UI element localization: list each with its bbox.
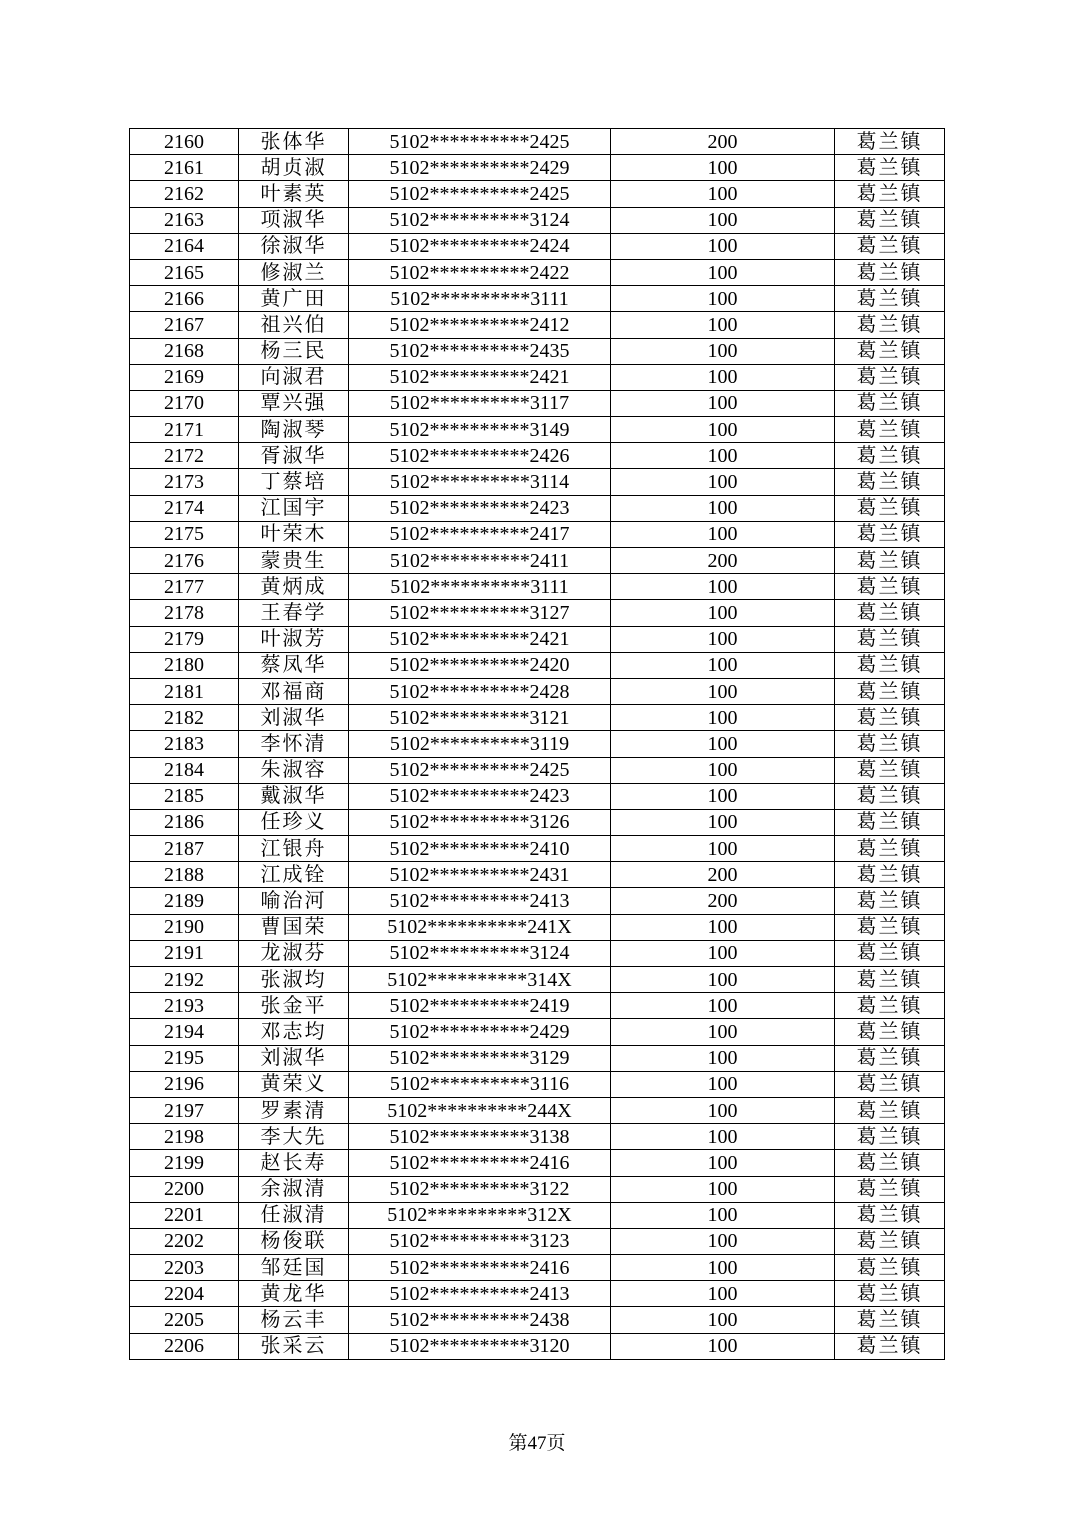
town-cell: 葛兰镇 [835,1281,945,1307]
name-cell: 李大先 [239,1124,349,1150]
name-cell: 蒙贵生 [239,548,349,574]
id-number-cell: 5102**********3114 [349,469,611,495]
amount-cell: 100 [611,600,835,626]
name-cell: 向淑君 [239,364,349,390]
town-cell: 葛兰镇 [835,521,945,547]
table-row [130,678,945,704]
name-cell: 胡贞淑 [239,155,349,181]
name-cell: 罗素清 [239,1097,349,1123]
id-number-cell: 5102**********3124 [349,940,611,966]
row-number-cell: 2193 [130,993,239,1019]
name-cell: 江成铨 [239,862,349,888]
amount-cell: 200 [611,888,835,914]
row-number-cell: 2176 [130,548,239,574]
amount-cell: 100 [611,338,835,364]
amount-cell: 100 [611,993,835,1019]
amount-cell: 100 [611,521,835,547]
id-number-cell: 5102**********2421 [349,626,611,652]
town-cell: 葛兰镇 [835,233,945,259]
town-cell: 葛兰镇 [835,390,945,416]
id-number-cell: 5102**********2413 [349,1281,611,1307]
name-cell: 黄龙华 [239,1281,349,1307]
amount-cell: 100 [611,1045,835,1071]
name-cell: 余淑清 [239,1176,349,1202]
row-number-cell: 2181 [130,678,239,704]
table-row [130,1281,945,1307]
name-cell: 杨三民 [239,338,349,364]
town-cell: 葛兰镇 [835,862,945,888]
name-cell: 修淑兰 [239,259,349,285]
id-number-cell: 5102**********3120 [349,1333,611,1359]
town-cell: 葛兰镇 [835,155,945,181]
town-cell: 葛兰镇 [835,1202,945,1228]
table-row [130,443,945,469]
name-cell: 张淑均 [239,967,349,993]
amount-cell: 100 [611,1071,835,1097]
name-cell: 张金平 [239,993,349,1019]
row-number-cell: 2183 [130,731,239,757]
id-number-cell: 5102**********2425 [349,181,611,207]
name-cell: 刘淑华 [239,1045,349,1071]
town-cell: 葛兰镇 [835,443,945,469]
id-number-cell: 5102**********2412 [349,312,611,338]
page-number: 第47页 [508,1433,566,1454]
town-cell: 葛兰镇 [835,574,945,600]
row-number-cell: 2190 [130,914,239,940]
amount-cell: 100 [611,1150,835,1176]
row-number-cell: 2192 [130,967,239,993]
name-cell: 叶荣木 [239,521,349,547]
table-row [130,1124,945,1150]
amount-cell: 100 [611,390,835,416]
town-cell: 葛兰镇 [835,705,945,731]
id-number-cell: 5102**********2417 [349,521,611,547]
row-number-cell: 2178 [130,600,239,626]
id-number-cell: 5102**********2425 [349,757,611,783]
id-number-cell: 5102**********2421 [349,364,611,390]
table-row [130,940,945,966]
name-cell: 杨云丰 [239,1307,349,1333]
amount-cell: 200 [611,129,835,155]
amount-cell: 100 [611,809,835,835]
town-cell: 葛兰镇 [835,1333,945,1359]
name-cell: 张采云 [239,1333,349,1359]
table-row [130,809,945,835]
table-row [130,207,945,233]
name-cell: 黄广田 [239,286,349,312]
row-number-cell: 2197 [130,1097,239,1123]
row-number-cell: 2187 [130,836,239,862]
table-row [130,390,945,416]
town-cell: 葛兰镇 [835,181,945,207]
id-number-cell: 5102**********3122 [349,1176,611,1202]
row-number-cell: 2163 [130,207,239,233]
row-number-cell: 2161 [130,155,239,181]
town-cell: 葛兰镇 [835,993,945,1019]
town-cell: 葛兰镇 [835,888,945,914]
town-cell: 葛兰镇 [835,757,945,783]
table-row [130,155,945,181]
id-number-cell: 5102**********2413 [349,888,611,914]
row-number-cell: 2167 [130,312,239,338]
name-cell: 龙淑芬 [239,940,349,966]
amount-cell: 200 [611,548,835,574]
id-number-cell: 5102**********3121 [349,705,611,731]
table-row [130,1019,945,1045]
id-number-cell: 5102**********2435 [349,338,611,364]
amount-cell: 100 [611,1019,835,1045]
town-cell: 葛兰镇 [835,1071,945,1097]
amount-cell: 100 [611,1307,835,1333]
amount-cell: 100 [611,233,835,259]
town-cell: 葛兰镇 [835,1228,945,1254]
town-cell: 葛兰镇 [835,495,945,521]
id-number-cell: 5102**********2419 [349,993,611,1019]
table-row [130,652,945,678]
town-cell: 葛兰镇 [835,600,945,626]
amount-cell: 100 [611,783,835,809]
amount-cell: 100 [611,652,835,678]
name-cell: 陶淑琴 [239,417,349,443]
id-number-cell: 5102**********2429 [349,155,611,181]
name-cell: 祖兴伯 [239,312,349,338]
amount-cell: 100 [611,914,835,940]
id-number-cell: 5102**********2425 [349,129,611,155]
row-number-cell: 2206 [130,1333,239,1359]
name-cell: 胥淑华 [239,443,349,469]
amount-cell: 100 [611,836,835,862]
name-cell: 徐淑华 [239,233,349,259]
name-cell: 刘淑华 [239,705,349,731]
town-cell: 葛兰镇 [835,836,945,862]
table-row [130,888,945,914]
table-row [130,1202,945,1228]
table-row [130,129,945,155]
town-cell: 葛兰镇 [835,967,945,993]
id-number-cell: 5102**********3116 [349,1071,611,1097]
town-cell: 葛兰镇 [835,364,945,390]
name-cell: 邓志均 [239,1019,349,1045]
amount-cell: 100 [611,626,835,652]
row-number-cell: 2168 [130,338,239,364]
id-number-cell: 5102**********2423 [349,783,611,809]
row-number-cell: 2189 [130,888,239,914]
town-cell: 葛兰镇 [835,1150,945,1176]
id-number-cell: 5102**********3117 [349,390,611,416]
table-row [130,600,945,626]
town-cell: 葛兰镇 [835,338,945,364]
row-number-cell: 2196 [130,1071,239,1097]
name-cell: 戴淑华 [239,783,349,809]
row-number-cell: 2162 [130,181,239,207]
id-number-cell: 5102**********3119 [349,731,611,757]
town-cell: 葛兰镇 [835,626,945,652]
row-number-cell: 2165 [130,259,239,285]
row-number-cell: 2200 [130,1176,239,1202]
name-cell: 黄荣义 [239,1071,349,1097]
table-row [130,1255,945,1281]
town-cell: 葛兰镇 [835,312,945,338]
town-cell: 葛兰镇 [835,1045,945,1071]
amount-cell: 100 [611,1124,835,1150]
id-number-cell: 5102**********3123 [349,1228,611,1254]
town-cell: 葛兰镇 [835,129,945,155]
table-row [130,521,945,547]
amount-cell: 100 [611,705,835,731]
town-cell: 葛兰镇 [835,731,945,757]
amount-cell: 100 [611,312,835,338]
table-row [130,259,945,285]
amount-cell: 100 [611,574,835,600]
table-row [130,757,945,783]
name-cell: 赵长寿 [239,1150,349,1176]
table-row [130,364,945,390]
id-number-cell: 5102**********2416 [349,1150,611,1176]
table-row [130,312,945,338]
name-cell: 喻治河 [239,888,349,914]
id-number-cell: 5102**********2422 [349,259,611,285]
row-number-cell: 2205 [130,1307,239,1333]
row-number-cell: 2174 [130,495,239,521]
row-number-cell: 2180 [130,652,239,678]
id-number-cell: 5102**********314X [349,967,611,993]
id-number-cell: 5102**********3129 [349,1045,611,1071]
row-number-cell: 2194 [130,1019,239,1045]
id-number-cell: 5102**********2429 [349,1019,611,1045]
table-row [130,548,945,574]
row-number-cell: 2166 [130,286,239,312]
row-number-cell: 2201 [130,1202,239,1228]
table-row [130,626,945,652]
amount-cell: 100 [611,495,835,521]
amount-cell: 100 [611,207,835,233]
name-cell: 杨俊联 [239,1228,349,1254]
town-cell: 葛兰镇 [835,678,945,704]
row-number-cell: 2185 [130,783,239,809]
id-number-cell: 5102**********2423 [349,495,611,521]
table-row [130,1071,945,1097]
town-cell: 葛兰镇 [835,286,945,312]
amount-cell: 100 [611,469,835,495]
id-number-cell: 5102**********3111 [349,574,611,600]
id-number-cell: 5102**********3127 [349,600,611,626]
table-row [130,993,945,1019]
name-cell: 邹廷国 [239,1255,349,1281]
name-cell: 丁蔡培 [239,469,349,495]
table-row [130,286,945,312]
id-number-cell: 5102**********2420 [349,652,611,678]
row-number-cell: 2188 [130,862,239,888]
name-cell: 项淑华 [239,207,349,233]
id-number-cell: 5102**********312X [349,1202,611,1228]
town-cell: 葛兰镇 [835,783,945,809]
row-number-cell: 2164 [130,233,239,259]
amount-cell: 100 [611,286,835,312]
amount-cell: 100 [611,1202,835,1228]
table-row [130,914,945,940]
name-cell: 覃兴强 [239,390,349,416]
table-row [130,1097,945,1123]
row-number-cell: 2171 [130,417,239,443]
row-number-cell: 2203 [130,1255,239,1281]
table-row [130,181,945,207]
name-cell: 叶素英 [239,181,349,207]
table-row [130,836,945,862]
town-cell: 葛兰镇 [835,417,945,443]
amount-cell: 100 [611,417,835,443]
town-cell: 葛兰镇 [835,548,945,574]
table-row [130,1150,945,1176]
roster-table [129,128,945,1360]
table-row [130,338,945,364]
table-row [130,1176,945,1202]
town-cell: 葛兰镇 [835,652,945,678]
row-number-cell: 2186 [130,809,239,835]
town-cell: 葛兰镇 [835,1019,945,1045]
amount-cell: 100 [611,731,835,757]
town-cell: 葛兰镇 [835,1176,945,1202]
row-number-cell: 2173 [130,469,239,495]
amount-cell: 100 [611,940,835,966]
name-cell: 张体华 [239,129,349,155]
table-row [130,574,945,600]
amount-cell: 100 [611,1281,835,1307]
id-number-cell: 5102**********244X [349,1097,611,1123]
town-cell: 葛兰镇 [835,1255,945,1281]
amount-cell: 100 [611,1176,835,1202]
id-number-cell: 5102**********241X [349,914,611,940]
name-cell: 江国宇 [239,495,349,521]
name-cell: 任珍义 [239,809,349,835]
table-row [130,417,945,443]
name-cell: 曹国荣 [239,914,349,940]
amount-cell: 100 [611,259,835,285]
amount-cell: 100 [611,364,835,390]
name-cell: 蔡凤华 [239,652,349,678]
id-number-cell: 5102**********2428 [349,678,611,704]
row-number-cell: 2199 [130,1150,239,1176]
name-cell: 王春学 [239,600,349,626]
town-cell: 葛兰镇 [835,809,945,835]
row-number-cell: 2198 [130,1124,239,1150]
name-cell: 任淑清 [239,1202,349,1228]
row-number-cell: 2179 [130,626,239,652]
amount-cell: 100 [611,967,835,993]
name-cell: 邓福商 [239,678,349,704]
row-number-cell: 2204 [130,1281,239,1307]
id-number-cell: 5102**********2411 [349,548,611,574]
table-row [130,233,945,259]
amount-cell: 100 [611,1228,835,1254]
table-row [130,1307,945,1333]
row-number-cell: 2175 [130,521,239,547]
table-row [130,469,945,495]
table-row [130,1045,945,1071]
row-number-cell: 2172 [130,443,239,469]
row-number-cell: 2195 [130,1045,239,1071]
name-cell: 叶淑芳 [239,626,349,652]
id-number-cell: 5102**********2416 [349,1255,611,1281]
id-number-cell: 5102**********2424 [349,233,611,259]
town-cell: 葛兰镇 [835,1307,945,1333]
amount-cell: 100 [611,1097,835,1123]
table-row [130,967,945,993]
id-number-cell: 5102**********2431 [349,862,611,888]
row-number-cell: 2170 [130,390,239,416]
amount-cell: 100 [611,1255,835,1281]
id-number-cell: 5102**********3149 [349,417,611,443]
table-row [130,1228,945,1254]
town-cell: 葛兰镇 [835,207,945,233]
row-number-cell: 2182 [130,705,239,731]
row-number-cell: 2169 [130,364,239,390]
id-number-cell: 5102**********2438 [349,1307,611,1333]
name-cell: 李怀清 [239,731,349,757]
row-number-cell: 2202 [130,1228,239,1254]
town-cell: 葛兰镇 [835,940,945,966]
table-row [130,731,945,757]
town-cell: 葛兰镇 [835,1124,945,1150]
amount-cell: 100 [611,678,835,704]
row-number-cell: 2184 [130,757,239,783]
row-number-cell: 2177 [130,574,239,600]
id-number-cell: 5102**********2410 [349,836,611,862]
roster-table-body [130,129,945,1360]
table-row [130,705,945,731]
amount-cell: 200 [611,862,835,888]
id-number-cell: 5102**********3124 [349,207,611,233]
id-number-cell: 5102**********3138 [349,1124,611,1150]
name-cell: 黄炳成 [239,574,349,600]
id-number-cell: 5102**********3111 [349,286,611,312]
town-cell: 葛兰镇 [835,259,945,285]
table-row [130,1333,945,1359]
id-number-cell: 5102**********3126 [349,809,611,835]
town-cell: 葛兰镇 [835,1097,945,1123]
amount-cell: 100 [611,443,835,469]
id-number-cell: 5102**********2426 [349,443,611,469]
town-cell: 葛兰镇 [835,914,945,940]
town-cell: 葛兰镇 [835,469,945,495]
name-cell: 江银舟 [239,836,349,862]
table-row [130,862,945,888]
amount-cell: 100 [611,757,835,783]
amount-cell: 100 [611,1333,835,1359]
name-cell: 朱淑容 [239,757,349,783]
amount-cell: 100 [611,181,835,207]
table-row [130,783,945,809]
amount-cell: 100 [611,155,835,181]
table-row [130,495,945,521]
row-number-cell: 2160 [130,129,239,155]
row-number-cell: 2191 [130,940,239,966]
